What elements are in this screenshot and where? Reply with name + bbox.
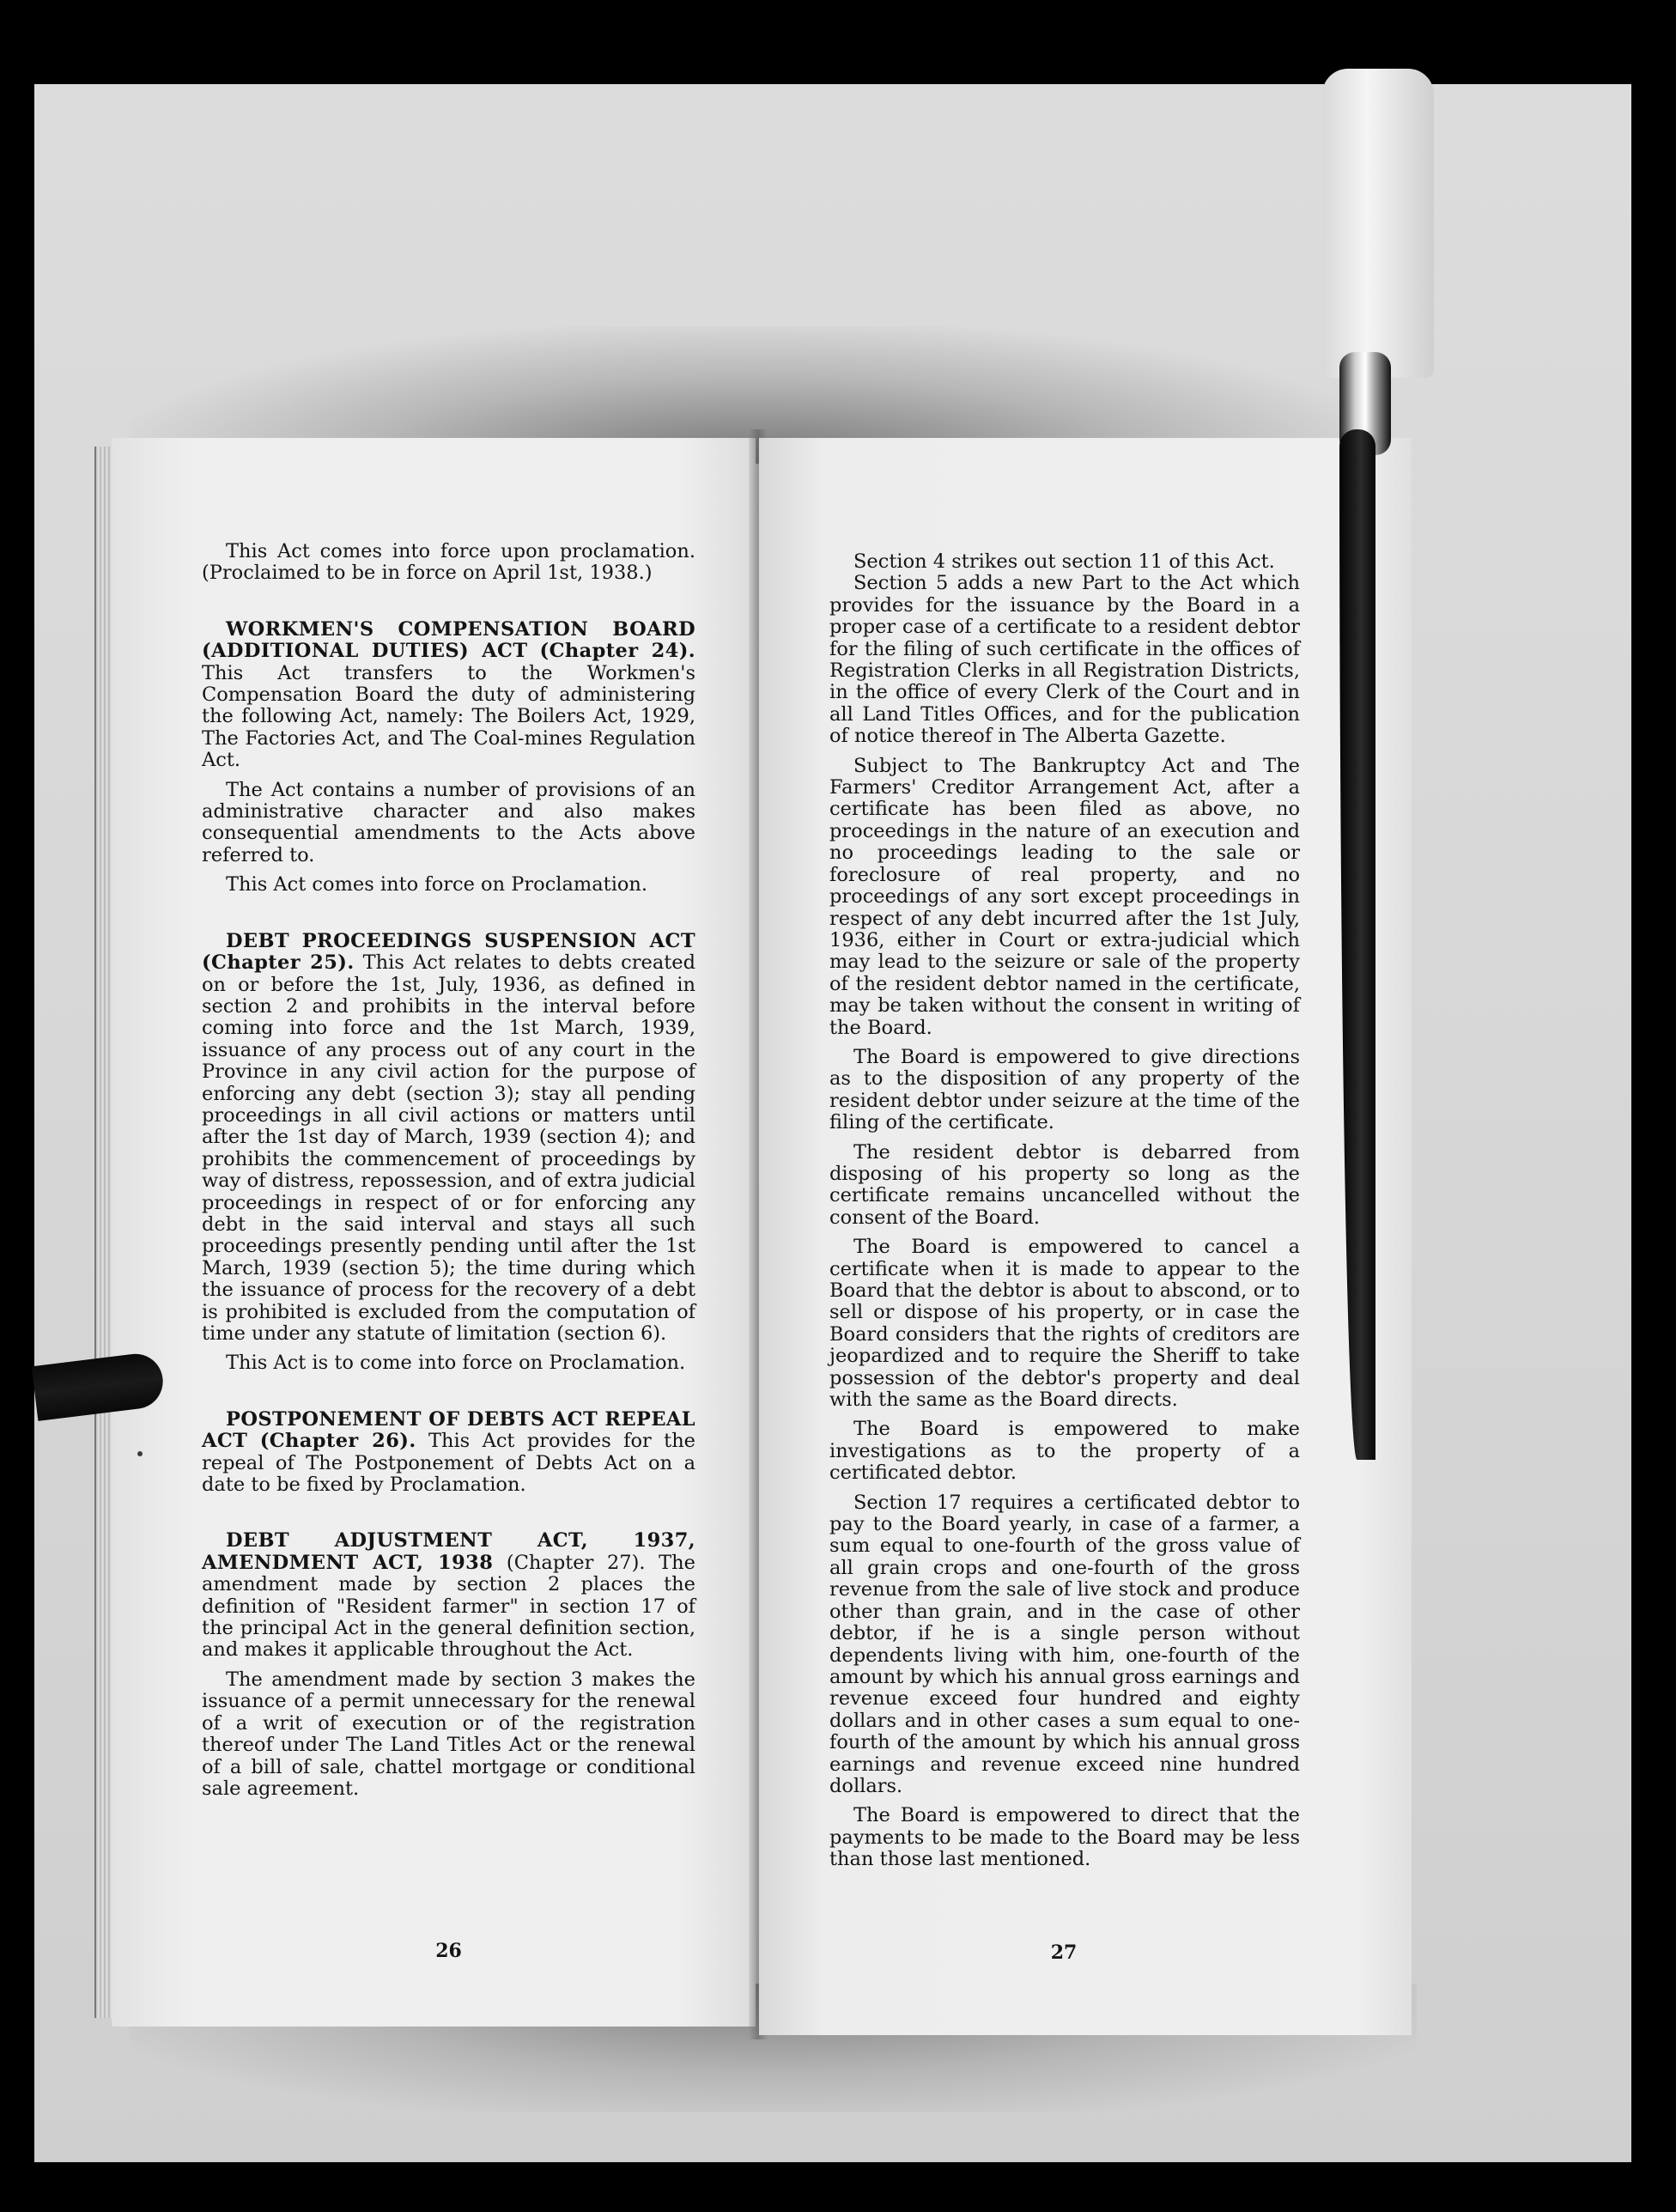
right-paragraph-6: The Board is empowered to cancel a certificate when it is made to appear to the Board that the debtor is about to abscond, or to sell or dispose of his property, or in case the Board considers that the rights of creditors are jeopardized and to require the Sheriff to take possession of the debtor's property and deal with the same as the Board directs. — [829, 1236, 1300, 1412]
postponement-heading: POSTPONEMENT OF DEBTS ACT REPEAL ACT — [202, 1407, 695, 1453]
debt-suspension-heading: DEBT PROCEEDINGS SUSPENSION ACT — [226, 929, 695, 952]
workmens-compensation-chapter: (Chapter 24). — [539, 640, 695, 663]
right-page — [759, 438, 1412, 2035]
debt-suspension-section — [202, 931, 695, 1346]
right-paragraph-1: Section 4 strikes out section 11 of this Act. — [853, 550, 1275, 573]
debt-adjustment-heading: DEBT ADJUSTMENT ACT, 1937, AMENDMENT ACT, 1938 — [202, 1529, 695, 1574]
workmens-compensation-text: This Act transfers to the Workmen's Compensation Board the duty of administering the following Act, namely: The Boilers Act, 1929, The Factories Act, and The Coal-mines Regulation Act. — [202, 661, 695, 772]
right-paragraph-7: The Board is empowered to make investigations as to the property of a certificated debtor. — [829, 1418, 1300, 1485]
right-paragraph-4: The Board is empowered to give directions as to the disposition of any property of the resident debtor under seizure at the time of the filing of the certificate. — [829, 1045, 1300, 1134]
knife-handle — [1322, 69, 1434, 378]
right-paragraph-8: Section 17 requires a certificated debtor to pay to the Board yearly, in case of a farmer, a sum equal to one-fourth of the gross value of all grain crops and one-fourth of the gross revenue from the sale of live stock and produce other than grain, and in the case of other debtor, if he is a single person without dependents living with him, one-fourth of the amount by which his annual gross earnings and revenue exceed four hundred and eighty dollars and in other cases a sum equal to one-fourth of the amount by which his annual gross earnings and revenue exceed nine hundred dollars. — [829, 1491, 1300, 1797]
debt-adjustment-chapter: (Chapter 27). — [506, 1551, 646, 1574]
debt-suspension-text: This Act relates to debts created on or before the 1st, July, 1936, as defined in section 2 and prohibits in the interval before coming into force and the 1st March, 1939, issuance of any process out of any court in the Province in any civil action for the purpose of enforcing any debt (section 3); stay all pending proceedings in all civil actions or matters until after the 1st day of March, 1939 (section 4); and prohibits the commencement of proceedings by way of distress, repossession, and of extra judicial proceedings in respect of or for enforcing any debt in the said interval and stays all such proceedings presently pending until after the 1st March, 1939 (section 5); the time during which the issuance of process for the recovery of a debt is prohibited is excluded from the computation of time under any statute of limitation (section 6). — [202, 951, 696, 1345]
page-number-left: 26 — [435, 1940, 462, 1962]
debt-adjustment-section — [202, 1530, 695, 1661]
right-paragraph-2: Section 5 adds a new Part to the Act which provides for the issuance by the Board in a proper case of a certificate to a resident debtor for the filing of such certificate in the offices of Registration Clerks in all Registration Districts, in the office of every Clerk of the Court and in all Land Titles Offices, and for the publication of notice thereof in The Alberta Gazette. — [829, 572, 1300, 748]
dust-speck — [137, 1451, 143, 1456]
left-paragraph-3: The Act contains a number of provisions of an administrative character and also makes consequential amendments to the Acts above referred to. — [202, 778, 695, 866]
page-number-right: 27 — [1050, 1942, 1078, 1964]
left-paragraph-5: This Act is to come into force on Proclamation. — [226, 1352, 686, 1375]
right-paragraph-3: Subject to The Bankruptcy Act and The Farmers' Creditor Arrangement Act, after a certificate has been filed as above, no proceedings in the nature of an execution and no proceedings leading to the sale or foreclosure of real property, and no proceedings of any sort except proceedings in respect of any debt incurred after the 1st July, 1936, either in Court or extra-judicial which may lead to the seizure or sale of the property of the resident debtor named in the certificate, may be taken without the consent in writing of the Board. — [829, 754, 1300, 1039]
postponement-chapter: (Chapter 26). — [259, 1430, 416, 1453]
left-paragraph-1: This Act comes into force upon proclamation. (Proclaimed to be in force on April 1st, 1938.) — [202, 540, 695, 585]
postponement-section — [202, 1409, 695, 1497]
debt-suspension-chapter: (Chapter 25). — [202, 951, 355, 975]
left-paragraph-4: This Act comes into force on Proclamation. — [226, 873, 648, 896]
left-paragraph-6: The amendment made by section 3 makes the issuance of a permit unnecessary for the renewal of a writ of execution or of the registration thereof under The Land Titles Act or the renewal of a bill of sale, chattel mortgage or conditional sale agreement. — [202, 1668, 695, 1800]
right-paragraph-5: The resident debtor is debarred from disposing of his property so long as the certificate remains uncancelled without the consent of the Board. — [829, 1140, 1300, 1229]
workmens-compensation-heading: WORKMEN'S COMPENSATION BOARD (ADDITIONAL DUTIES) ACT — [202, 617, 695, 663]
left-page — [112, 438, 756, 2027]
workmens-compensation-section — [202, 619, 695, 772]
right-paragraph-9: The Board is empowered to direct that the payments to be made to the Board may be less than those last mentioned. — [829, 1804, 1300, 1871]
postponement-text: This Act provides for the repeal of The Postponement of Debts Act on a date to be fixed by Proclamation. — [202, 1430, 695, 1497]
debt-adjustment-text: The amendment made by section 2 places the definition of "Resident farmer" in section 17 of the principal Act in the general definition section, and makes it applicable throughout the Act. — [202, 1551, 695, 1662]
